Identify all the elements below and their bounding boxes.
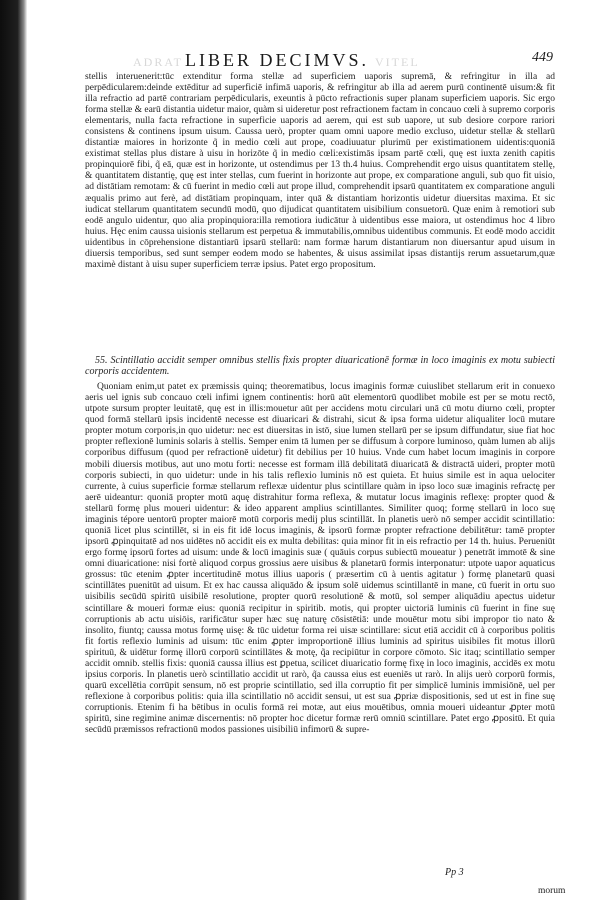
running-title: LIBER DECIMVS. [185,50,370,70]
body-paragraph-1: stellis interuenerit:tūc extenditur forma stellæ ad superficiem uaporis supremā, & refringitur in illa ad perpēdicularem:deinde extēditur ad superficiē infimā uaporis, & refringitur ab illa ad aerem purū continentē uisum:& fit illa refractio ad partē contrariam perpēdicularis, exeuntis à pūcto refractionis super planam superficiem uaporis. Sic ergo forma stellæ & earū distantia uidetur maior, quàm si uideretur post refractionem factam in concauo cœli à supremo corporis elementaris, nulla facta refractione in superficie uaporis ad aerem, qui est sub uapore, ut sub desiore corpore rariori consistens & continens ipsum uisum. Caussa uerò, propter quam omni uapore medio excluso, uidetur stellæ & stellarū distantiæ maiores in horizonte q̃ in medio cœli aut prope, coadiuuatur plurimū per existimationem uidentis:quoniā existimat stellas plus distare à uisu in horizōte q̃ in medio cœli:existimās ipsam partē cœli, quę est iuxta zenith capitis propinquiorē fibi, q̃ eā, quæ est in horizonte, ut ostendimus per 13 th.4 huius. Comprehendit ergo uisus quantitatem stellę, & quantitatem distantię, quę est inter stellas, cum fuerint in horizonte aut prope, ex comparatione anguli, sub quo fit uisio, ad distātiam remotam: & cū fuerint in medio cœli aut prope illud, comprehendit ipsarū quantitatem ex comparatione anguli æqualis primo aut ferè, ad distātiam propinquam, inter quā & distantiam horizontis uidetur diuersitas maxima. Et sic iudicat stellarum quantitatem secundū modū, quo dijudicat quantitatem uisibilium consuetorū. Quæ enim à remotiori sub eodē angulo uidentur, quo alia propinquiora:illa remotiora iudicātur à uidentibus esse maiora, ut ostendimus hoc 4 libro huius. Hęc enim caussa uisionis stellarum est perpetua & immutabilis,omnibus uidentibus communis. Et eodē modo accidit uidentibus in cōprehensione distantiarū ipsarū stellarū: nam formæ harum distantiarum non diuersantur apud uisum in diuersis temporibus, sed sunt semper eodem modo se habentes, & uisus assimilat ipsas distantijs rerum assuetarum,quæ maximè distant à uisu super superficiem terræ ipsius. Patet ergo propositum. [85,72,555,270]
bleed-through-text-left: ADRAT [133,55,184,69]
signature-mark: Pp 3 [445,867,464,878]
bleed-through-text-right: VITEL [375,55,420,69]
running-head [85,50,590,74]
page-number: 449 [532,50,553,65]
binding-shadow [0,0,27,900]
theorem-heading: 55. Scintillatio accidit semper omnibus stellis fixis propter diuaricationē formæ in loco imaginis ex motu subiecti corporis accidentem. [85,355,555,378]
catchword: morum [538,886,566,896]
body-paragraph-3: Quoniam enim,ut patet ex præmissis quinq; theorematibus, locus imaginis formæ cuiuslibet stellarum erit in conuexo aeris uel ignis sub concauo cœli infimi ignem continentis: horū aūt elementorū quodlibet mobile est per se motu rectō, utpote sursum propter leuitatē, quę est in illis:mouetur aūt per accidens motu circulari unā cū motu diurno cœli, propter quod formā stellarū ipsis incidentē necesse est diuaricari & distrahi, sicut & ipsa forma uidetur aliqualiter locū mutare propter motum corporis,in quo uidetur: nec est diuersitas in istō, siue lumen stellarū per se ipsum diffundatur, siue fiat hoc propter reflexionē luminis solaris à stellis. Semper enim tā lumen per se diffusum à corpore luminoso, quàm lumen ab alijs corporibus diffusum (quod per refractionē uidetur) fit debilius per 10 huius. Vnde cum habet locum imaginis in corpore mobili diuersis motibus, aut uno motu forti: necesse est formam illā debilitatā diuaricatā & distractā uideri, propter motū corporis subiecti, in quo uidetur: unde in his talis reflexio luminis nō est quieta. Et huius simile est in aqua uelociter currente, à cuius superficie formæ stellarum reflexæ uidentur plus scintillare quàm in ipso loco suæ imaginis refractę per aerē uideantur: quoniā propter motū aquę distrahitur forma reflexa, & mutatur locus imaginis reflexę: propter quod & stellarū formę plus moueri uidentur: & ideo apparent amplius scintillantes. Similiter quoq; formę stellarū in loco suę imaginis tépore uentorū propter maiorē motū corporis medij plus scintillāt. In planetis uerò nō semper accidit scintillatio: quoniā licet plus scintillēt, si in eis fit idē locus imaginis, & ipsorū formæ propter refractione debilitētur: tamē propter ipsorū ꝓpinquitatē ad nos uidētes nō accidit eis ex multa debilitas: quia minor fit in eis refractio per 14 th. huius. Perueniūt ergo formę ipsorū fortes ad uisum: unde & locū imaginis suæ ( quāuis corpus subiectū moueatur ) penetrāt immotē & sine omni diuaricatione: nisi fortè aliquod corpus grossius aere uisibus & planetarū formis interponatur: utpote uapor aquaticus grossus: tūc etenim ꝓpter incertitudinē motus illius uaporis ( præsertim cū à uentis agitatur ) formę planetarū quasi scintillātes puenitūt ad uisum. Et ex hac caussa aliquādo & ipsum solē uidemus scintillantē in mane, cū fuerit in ortu suo uisibilis secūdū spiritū uisibilē resolutione, propter quorū resolutionē & motū, sol semper aliquādiu apectus uidetur scintillare & moueri formæ eius: quoniā recipitur in spiritib. motis, qui propter uictoriā luminis cū fuerint in fine suę corruptionis ab actu uisiōis, rarificātur super hæc suę naturę cōsistētiā: unde mouētur motu sibi impropor tio nato & insolito, fiuntq; caussa motus formę uisę: & tūc uidetur forma rei uisæ scintillare: sicut etiā accidit cū à corporibus politis fit fortis reflexio luminis ad uisum: tūc enim ꝓpter improportionē illius luminis ad spiritus uisibiles fit motus illorū spirituū, & uidētur formę illorū corporū scintillātes & motę, q̃a recipiūtur in corpore cōmoto. Sic itaq; scintillatio semper accidit omnib. stellis fixis: quoniā caussa illius est ꝑpetua, scilicet diuaricatio formę fixę in loco imaginis, accidēs ex motu ipsius corporis. In planetis uerò scintillatio accidit ut rarò, q̃a caussa eius est eueniēs ut rarò. In alijs uerò corporū formis, quarū excellētia corrūpit sensum, nō est proprie scintillatio, sed illa corruptio fit per simplicē luminis immisiōnē, uel per reflexione à corporibus politis: quia illa scintillatio nō accidit sensui, ut est sua ꝓpriæ dispositionis, sed ut est in fine suę corruptionis. Etenim fi ha bētibus in oculis formā rei motæ, aut eius mouētibus, omnia moueri uideantur ꝓpter motū spiritū, sine regimine animæ discernentis: nō propter hoc dicetur formæ rerū omniū scintillare. Patet ergo ꝓpositū. Et quia secūdū præmissos refractionū modos passiones uisibiliū infimorū & supre- [85,382,555,736]
